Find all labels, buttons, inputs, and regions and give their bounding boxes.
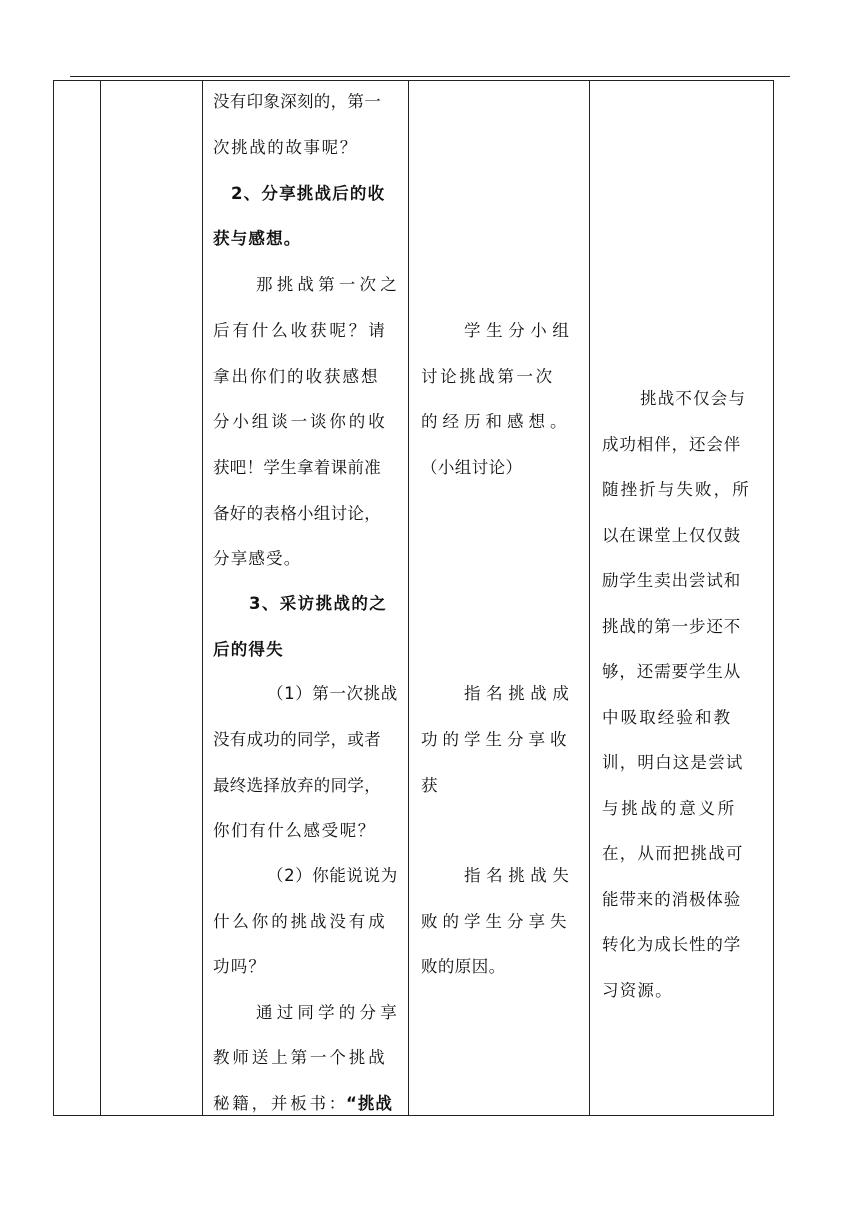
- text-line: 训，明白这是尝试: [602, 753, 744, 772]
- text-line: 以在课堂上仅仅鼓: [602, 526, 742, 545]
- text-line: 获吧！学生拿着课前准: [213, 458, 381, 477]
- table-cell-blank-1: [54, 81, 101, 1116]
- text-line: 败的原因。: [421, 957, 506, 976]
- text-line: 通过同学的分享: [256, 1003, 401, 1022]
- text-line: 的经历和感想。: [421, 412, 572, 431]
- teacher-activity-cell: [203, 81, 409, 1116]
- text-line: 秘籍，并板书：: [213, 1094, 349, 1113]
- text-line: 获: [421, 776, 438, 795]
- text-line: 中吸取经验和教: [602, 708, 733, 727]
- table-row: [54, 81, 774, 1116]
- text-line: 成功相伴，还会伴: [602, 435, 742, 454]
- text-line: 功吗？: [213, 957, 267, 976]
- text-line: 拿出你们的收获感想: [213, 367, 380, 386]
- section-heading: 后的得失: [213, 640, 284, 659]
- text-line: 习资源。: [602, 981, 673, 1000]
- text-line: （2）你能说说为: [267, 866, 398, 885]
- text-line: 没有成功的同学，或者: [213, 730, 381, 749]
- text-line: 讨论挑战第一次: [421, 367, 555, 386]
- text-line: 在，从而把挑战可: [602, 844, 744, 863]
- text-line: 备好的表格小组讨论，: [213, 504, 381, 523]
- text-line: 最终选择放弃的同学，: [213, 776, 381, 795]
- design-intent-cell: [590, 81, 774, 1116]
- text-line: 你们有什么感受呢？: [213, 821, 376, 840]
- text-line: 挑战的第一步还不: [602, 617, 742, 636]
- text-line: 教师送上第一个挑战: [213, 1048, 388, 1067]
- text-line: 后有什么收获呢？请: [213, 321, 388, 340]
- student-activity-cell: [409, 81, 590, 1116]
- text-line: 分小组谈一谈你的收: [213, 412, 388, 431]
- text-line: 什么你的挑战没有成: [213, 912, 388, 931]
- section-heading: 获与感想。: [213, 229, 302, 248]
- text-line: （1）第一次挑战: [267, 684, 398, 703]
- text-line: 转化为成长性的学: [602, 935, 742, 954]
- text-line: 指名挑战成: [464, 684, 575, 703]
- text-line: 与挑战的意义所: [602, 799, 738, 818]
- text-line: 败的学生分享失: [421, 912, 572, 931]
- text-line: 学生分小组: [464, 321, 575, 340]
- section-heading: 3、采访挑战的之: [249, 594, 388, 613]
- text-line: 次挑战的故事呢？: [213, 138, 358, 157]
- header-rule: [70, 76, 790, 77]
- text-line: 那挑战第一次之: [256, 275, 401, 294]
- text-line: 挑战不仅会与: [640, 389, 747, 408]
- text-line: 励学生卖出尝试和: [602, 571, 742, 590]
- section-heading: 2、分享挑战后的收: [231, 184, 386, 203]
- text-line: 指名挑战失: [464, 866, 575, 885]
- blackboard-quote: “挑战: [346, 1094, 393, 1113]
- lesson-plan-table: [53, 80, 774, 1116]
- text-line: 随挫折与失败，所: [602, 480, 751, 499]
- text-line: 功的学生分享收: [421, 730, 572, 749]
- text-line: 够，还需要学生从: [602, 662, 742, 681]
- text-line: 分享感受。: [213, 549, 302, 568]
- table-cell-blank-2: [101, 81, 203, 1116]
- text-line: 没有印象深刻的，第一: [213, 92, 381, 111]
- text-line: 能带来的消极体验: [602, 890, 742, 909]
- text-line: （小组讨论）: [421, 458, 523, 477]
